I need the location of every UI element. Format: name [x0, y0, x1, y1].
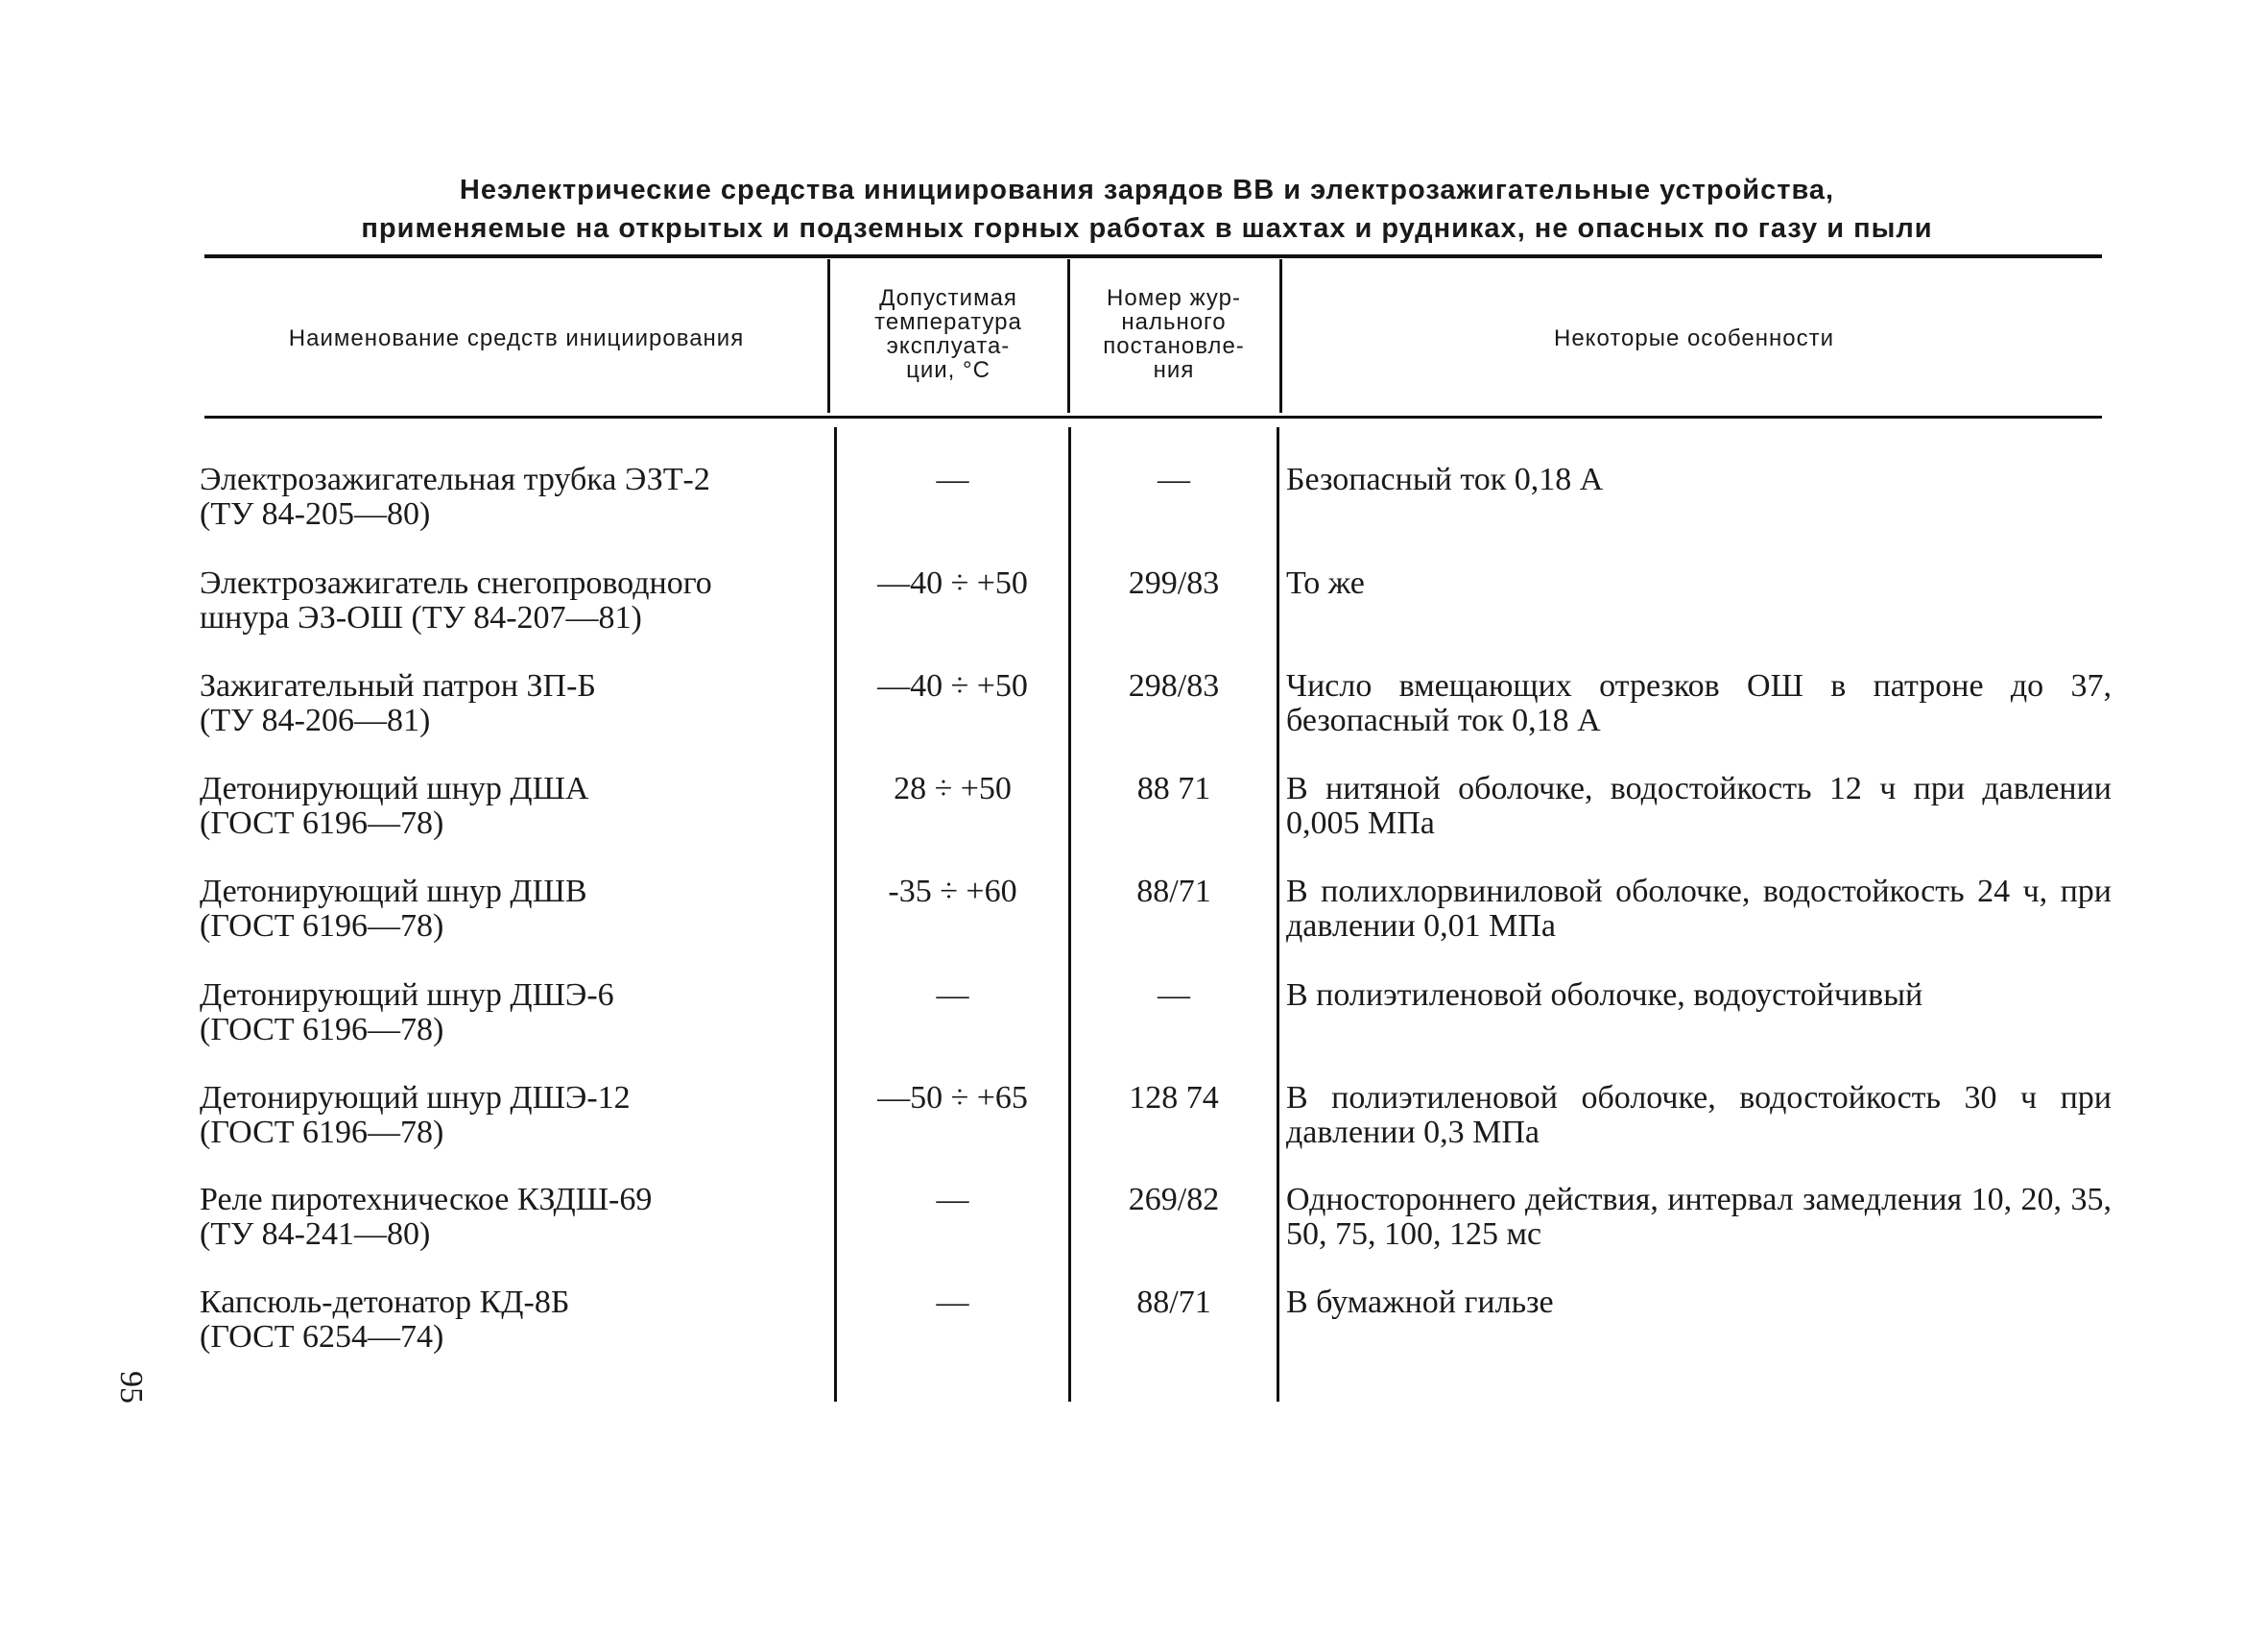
- cell-journal-number: 299/83: [1128, 565, 1220, 601]
- cell-temperature: —: [936, 1182, 969, 1217]
- cell-temperature: —: [936, 1285, 969, 1320]
- cell-journal-number: 88/71: [1136, 1285, 1211, 1320]
- cell-name: Детонирующий шнур ДШЭ-12 (ГОСТ 6196—78): [200, 1080, 631, 1150]
- cell-features: В нитяной оболочке, водостойкость 12 ч при давлении 0,005 МПа: [1286, 771, 2112, 841]
- header-journal-number: Номер жур- нального постановле- ния: [1103, 285, 1245, 383]
- cell-temperature: —: [936, 977, 969, 1013]
- table-row: [0, 463, 2268, 559]
- header-temp: Допустимая температура эксплуата- ции, °С: [874, 285, 1022, 383]
- cell-features: В полихлорвиниловой оболочке, водостойкость 24 ч, при давлении 0,01 МПа: [1286, 874, 2112, 944]
- cell-features: Безопасный ток 0,18 А: [1286, 462, 1604, 497]
- cell-journal-number: 88 71: [1136, 771, 1211, 806]
- cell-name: Капсюль-детонатор КД-8Б (ГОСТ 6254—74): [200, 1285, 570, 1355]
- table-row: [0, 978, 2268, 1074]
- cell-temperature: -35 ÷ +60: [888, 874, 1017, 909]
- table-row: [0, 1081, 2268, 1177]
- cell-temperature: —: [936, 462, 969, 497]
- cell-features: В бумажной гильзе: [1286, 1285, 1554, 1320]
- cell-journal-number: 88/71: [1136, 874, 1211, 909]
- header-name: Наименование средств инициирования: [288, 325, 745, 351]
- cell-features: В полиэтиленовой оболочке, водостойкость 30 ч при давлении 0,3 МПа: [1286, 1080, 2112, 1150]
- cell-features: Одностороннего действия, интервал замедления 10, 20, 35, 50, 75, 100, 125 мс: [1286, 1182, 2112, 1252]
- cell-name: Зажигательный патрон ЗП-Б (ТУ 84-206—81): [200, 668, 596, 738]
- cell-name: Реле пиротехническое КЗДШ-69 (ТУ 84-241—80): [200, 1182, 653, 1252]
- cell-features: В полиэтиленовой оболочке, водоустойчивый: [1286, 977, 1923, 1013]
- cell-name: Детонирующий шнур ДША (ГОСТ 6196—78): [200, 771, 589, 841]
- cell-name: Детонирующий шнур ДШЭ-6 (ГОСТ 6196—78): [200, 977, 614, 1047]
- table-row: [0, 566, 2268, 662]
- cell-temperature: 28 ÷ +50: [894, 771, 1012, 806]
- table-row: [0, 875, 2268, 971]
- header-rule: [204, 416, 2102, 419]
- cell-name: Электрозажигатель снегопроводного шнура ЭЗ-ОШ (ТУ 84-207—81): [200, 565, 712, 636]
- page-number: 95: [113, 1371, 149, 1404]
- cell-journal-number: —: [1158, 977, 1190, 1013]
- column-divider-3: [1279, 259, 1282, 413]
- column-divider-2: [1067, 259, 1070, 413]
- table-row: [0, 669, 2268, 765]
- title-line-1: Неэлектрические средства инициирования зарядов ВВ и электрозажигательные устройства,: [459, 175, 1835, 205]
- cell-temperature: —40 ÷ +50: [877, 565, 1028, 601]
- top-rule: [204, 254, 2102, 258]
- table-row: [0, 772, 2268, 868]
- table-title: [192, 171, 2102, 248]
- cell-features: То же: [1286, 565, 1365, 601]
- table-row: [0, 1183, 2268, 1279]
- title-line-2: применяемые на открытых и подземных горных работах в шахтах и рудниках, не опасных по газу и пыли: [361, 213, 1933, 244]
- cell-journal-number: 298/83: [1128, 668, 1220, 704]
- cell-journal-number: 269/82: [1128, 1182, 1220, 1217]
- cell-temperature: —50 ÷ +65: [877, 1080, 1028, 1116]
- cell-journal-number: 128 74: [1129, 1080, 1219, 1116]
- cell-name: Электрозажигательная трубка ЭЗТ-2 (ТУ 84-205—80): [200, 462, 710, 532]
- cell-features: Число вмещающих отрезков ОШ в патроне до 37, безопасный ток 0,18 А: [1286, 668, 2112, 738]
- cell-temperature: —40 ÷ +50: [877, 668, 1028, 704]
- header-features: Некоторые особенности: [1554, 325, 1834, 351]
- table-row: [0, 1285, 2268, 1381]
- cell-journal-number: —: [1158, 462, 1190, 497]
- cell-name: Детонирующий шнур ДШВ (ГОСТ 6196—78): [200, 874, 587, 944]
